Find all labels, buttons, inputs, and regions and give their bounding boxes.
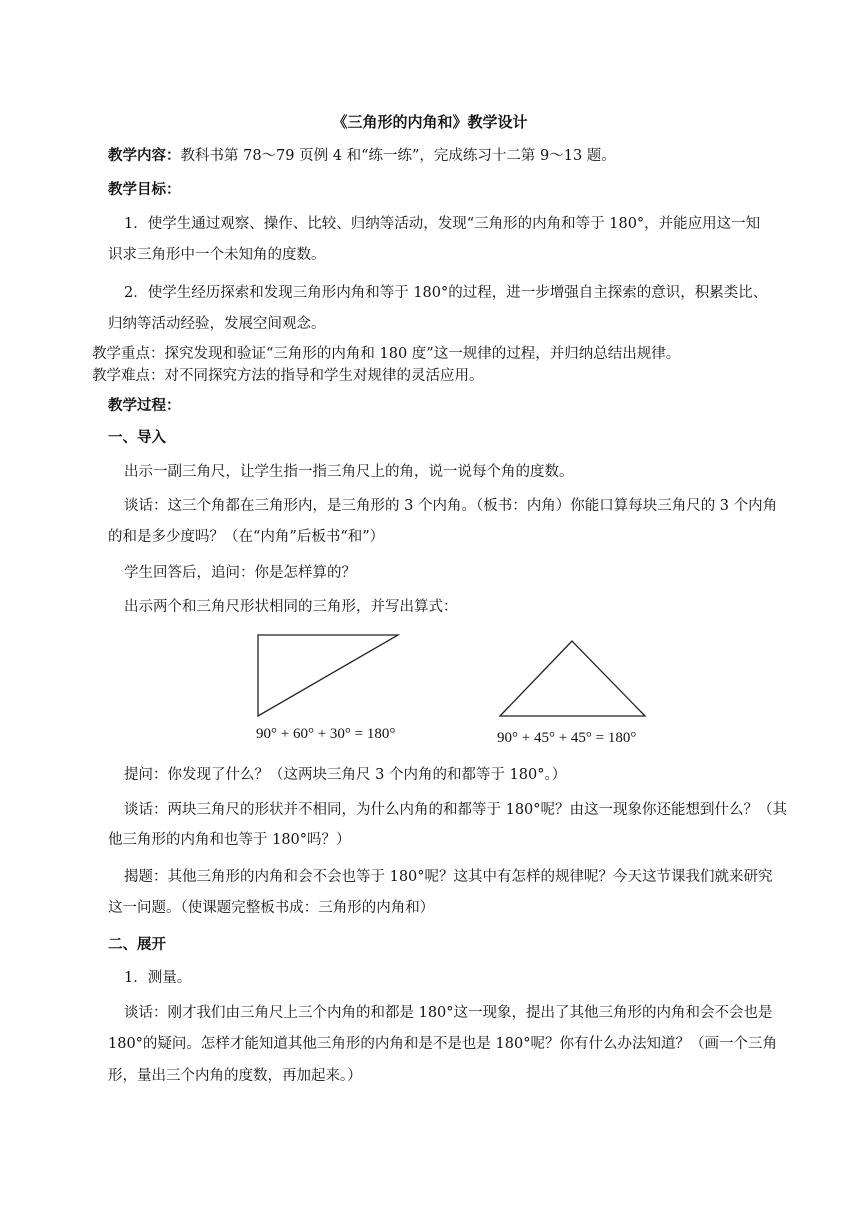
intro-paragraph-3: 学生回答后，追问：你是怎样算的？ <box>124 565 356 581</box>
teaching-content-text: 教科书第 78～79 页例 4 和“练一练”，完成练习十二第 9～13 题。 <box>180 148 616 164</box>
right-triangle-30-60 <box>258 635 398 716</box>
intro-paragraph-1: 出示一副三角尺，让学生指一指三角尺上的角，说一说每个角的度数。 <box>124 464 574 480</box>
teaching-goals-label: 教学目标： <box>108 181 181 198</box>
page-title: 《三角形的内角和》教学设计 <box>332 113 528 131</box>
section-1-heading: 一、导入 <box>108 429 166 446</box>
triangles-figure <box>240 628 660 724</box>
intro-paragraph-6-line-1: 谈话：两块三角尺的形状并不相同，为什么内角的和都等于 180°呢？由这一现象你还能想到什么？（其 <box>124 802 788 818</box>
intro-paragraph-6-line-2: 他三角形的内角和也等于 180°吗？） <box>108 832 351 848</box>
difficulty: 教学难点：对不同探究方法的指导和学生对规律的灵活应用。 <box>92 368 484 384</box>
intro-paragraph-4: 出示两个和三角尺形状相同的三角形，并写出算式： <box>124 599 458 615</box>
goal-1-line-2: 识求三角形中一个未知角的度数。 <box>108 247 326 263</box>
expand-paragraph-1-line-2: 180°的疑问。怎样才能知道其他三角形的内角和是不是也是 180°呢？你有什么办法知道？（画一个三角 <box>108 1036 777 1052</box>
process-label: 教学过程： <box>108 397 181 414</box>
intro-paragraph-5: 提问：你发现了什么？（这两块三角尺 3 个内角的和都等于 180°。） <box>124 767 567 783</box>
intro-paragraph-2-line-1: 谈话：这三个角都在三角形内，是三角形的 3 个内角。（板书：内角）你能口算每块三角尺的 3 个内角 <box>124 498 778 514</box>
goal-1-line-1: 1．使学生通过观察、操作、比较、归纳等活动，发现“三角形的内角和等于 180°，并能应用这一知 <box>124 216 761 232</box>
item-1-measure: 1．测量。 <box>124 970 192 986</box>
expand-paragraph-1-line-3: 形，量出三个内角的度数，再加起来。） <box>108 1068 362 1084</box>
intro-paragraph-7-line-2: 这一问题。（使课题完整板书成：三角形的内角和） <box>108 900 435 916</box>
intro-paragraph-7-line-1: 揭题：其他三角形的内角和会不会也等于 180°呢？这其中有怎样的规律呢？今天这节课我们就来研究 <box>124 869 773 885</box>
teaching-content-label: 教学内容： <box>108 147 181 164</box>
formula-30-60-90: 90° + 60° + 30° = 180° <box>256 726 396 742</box>
goal-2-line-2: 归纳等活动经验，发展空间观念。 <box>108 316 326 332</box>
right-triangle-45-45 <box>500 641 645 716</box>
section-2-heading: 二、展开 <box>108 936 166 953</box>
teaching-content <box>108 146 788 166</box>
expand-paragraph-1-line-1: 谈话：刚才我们由三角尺上三个内角的和都是 180°这一现象，提出了其他三角形的内角和会不会也是 <box>124 1005 773 1021</box>
key-point: 教学重点：探究发现和验证“三角形的内角和 180 度”这一规律的过程，并归纳总结出规律。 <box>92 346 681 362</box>
intro-paragraph-2-line-2: 的和是多少度吗？（在“内角”后板书“和”） <box>108 529 385 545</box>
goal-2-line-1: 2．使学生经历探索和发现三角形内角和等于 180°的过程，进一步增强自主探索的意识，积累类比、 <box>124 285 768 301</box>
formula-45-45-90: 90° + 45° + 45° = 180° <box>497 730 637 746</box>
